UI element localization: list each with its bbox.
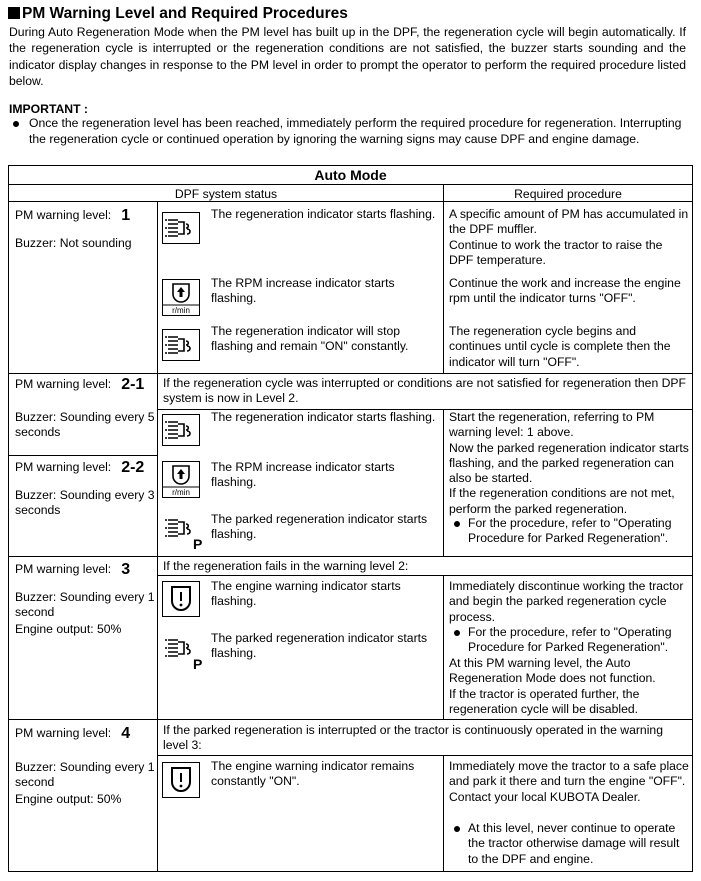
- pm-level-3-label: PM warning level: 3: [15, 561, 131, 578]
- level-3-buzzer: Buzzer: Sounding every 1 second: [15, 590, 155, 620]
- regeneration-indicator-icon: [162, 212, 200, 244]
- level-3-procedure: Immediately discontinue working the tractor and begin the parked regeneration cycle process.: [449, 579, 684, 624]
- bullet-icon: [454, 521, 460, 527]
- level-3-procedure-note: At this PM warning level, the Auto Regeneration Mode does not function. If the tractor is operated further, the regeneration cycle will be disabled.: [449, 656, 656, 716]
- level-1-procedure-3: The regeneration cycle begins and continues until cycle is complete then the indicator will turn "OFF".: [449, 324, 671, 369]
- bullet-icon: [454, 630, 460, 636]
- level-3-note: If the regeneration fails in the warning level 2:: [163, 559, 409, 573]
- level-2-procedure-bullet: For the procedure, refer to "Operating Procedure for Parked Regeneration".: [468, 516, 672, 546]
- svg-text:P: P: [193, 536, 203, 552]
- level-1-procedure-2: Continue the work and increase the engine rpm until the indicator turns "OFF".: [449, 276, 681, 306]
- engine-warning-indicator-icon: [162, 581, 200, 617]
- svg-text:r/min: r/min: [172, 306, 190, 315]
- title-square-icon: [8, 7, 20, 19]
- level-2-2-buzzer: Buzzer: Sounding every 3 seconds: [15, 488, 155, 518]
- level-2-1-buzzer: Buzzer: Sounding every 5 seconds: [15, 410, 155, 440]
- level-2-status-2: The RPM increase indicator starts flashing.: [211, 460, 395, 490]
- level-1-buzzer: Buzzer: Not sounding: [15, 236, 132, 250]
- svg-text:P: P: [193, 656, 203, 672]
- level-1-procedure-1: A specific amount of PM has accumulated in the DPF muffler. Continue to work the tractor to raise the DPF temperature.: [449, 207, 689, 267]
- level-4-note: If the parked regeneration is interrupted or the tractor is continuously operated in the warning level 3:: [163, 723, 663, 753]
- engine-warning-indicator-icon: [162, 762, 200, 798]
- level-3-engine-output: Engine output: 50%: [15, 622, 122, 636]
- level-4-status-1: The engine warning indicator remains constantly "ON".: [211, 759, 415, 789]
- rpm-increase-indicator-icon: [162, 461, 200, 498]
- important-heading: IMPORTANT :: [9, 102, 88, 116]
- pm-level-1-label: PM warning level: 1: [15, 207, 131, 224]
- level-1-status-1: The regeneration indicator starts flashing.: [211, 207, 436, 221]
- level-4-engine-output: Engine output: 50%: [15, 792, 122, 806]
- auto-mode-table: [8, 165, 693, 872]
- pm-level-2-1-label: PM warning level: 2-1: [15, 376, 145, 393]
- pm-level-4-label: PM warning level: 4: [15, 725, 131, 742]
- level-4-procedure-bullet: At this level, never continue to operate the tractor otherwise damage will result to the DPF and engine.: [468, 821, 680, 866]
- table-title: Auto Mode: [314, 167, 387, 183]
- level-1-status-2: The RPM increase indicator starts flashing.: [211, 276, 395, 306]
- level-2-procedure: Start the regeneration, referring to PM warning level: 1 above. Now the parked regeneration indicator starts flashing, and the parked regeneration can also be started. If the regeneration conditions are not met, perform the parked regeneration.: [449, 410, 689, 516]
- intro-paragraph: During Auto Regeneration Mode when the PM level has built up in the DPF, the regeneration cycle will begin automatically. If the regeneration cycle is interrupted or the regeneration conditions are not satisfied, the buzzer starts sounding and the indicator display changes in response to the PM level in order to prompt the operator to perform the required procedure listed below.: [9, 25, 686, 88]
- parked-regeneration-indicator-icon: [162, 514, 204, 552]
- level-1-status-3: The regeneration indicator will stop flashing and remain "ON" constantly.: [211, 324, 409, 354]
- column-header-status: DPF system status: [174, 187, 278, 201]
- level-4-procedure: Immediately move the tractor to a safe place and park it there and turn the engine "OFF". Contact your local KUBOTA Dealer.: [449, 759, 689, 804]
- level-3-procedure-bullet: For the procedure, refer to "Operating Procedure for Parked Regeneration".: [468, 625, 672, 655]
- level-2-note: If the regeneration cycle was interrupted or conditions are not satisfied for regeneration then DPF system is now in Level 2.: [163, 376, 686, 406]
- column-header-procedure: Required procedure: [514, 187, 622, 201]
- page-title: PM Warning Level and Required Procedures: [8, 5, 348, 23]
- bullet-icon: [454, 826, 460, 832]
- svg-text:r/min: r/min: [172, 488, 190, 497]
- important-note: Once the regeneration level has been reached, immediately perform the required procedure for regeneration. Interrupting the regeneration cycle or continued operation by ignoring the warning signs may cause DPF and engine damage.: [9, 116, 694, 147]
- level-4-buzzer: Buzzer: Sounding every 1 second: [15, 760, 155, 790]
- pm-level-2-2-label: PM warning level: 2-2: [15, 459, 145, 476]
- parked-regeneration-indicator-icon: [162, 634, 204, 672]
- level-3-status-1: The engine warning indicator starts flashing.: [211, 579, 401, 609]
- level-2-status-1: The regeneration indicator starts flashing.: [211, 410, 436, 424]
- regeneration-indicator-icon: [162, 414, 200, 446]
- rpm-increase-indicator-icon: [162, 279, 200, 316]
- bullet-icon: [13, 121, 19, 127]
- level-2-status-3: The parked regeneration indicator starts flashing.: [211, 512, 428, 542]
- regeneration-indicator-icon: [162, 329, 200, 361]
- level-3-status-2: The parked regeneration indicator starts flashing.: [211, 631, 428, 661]
